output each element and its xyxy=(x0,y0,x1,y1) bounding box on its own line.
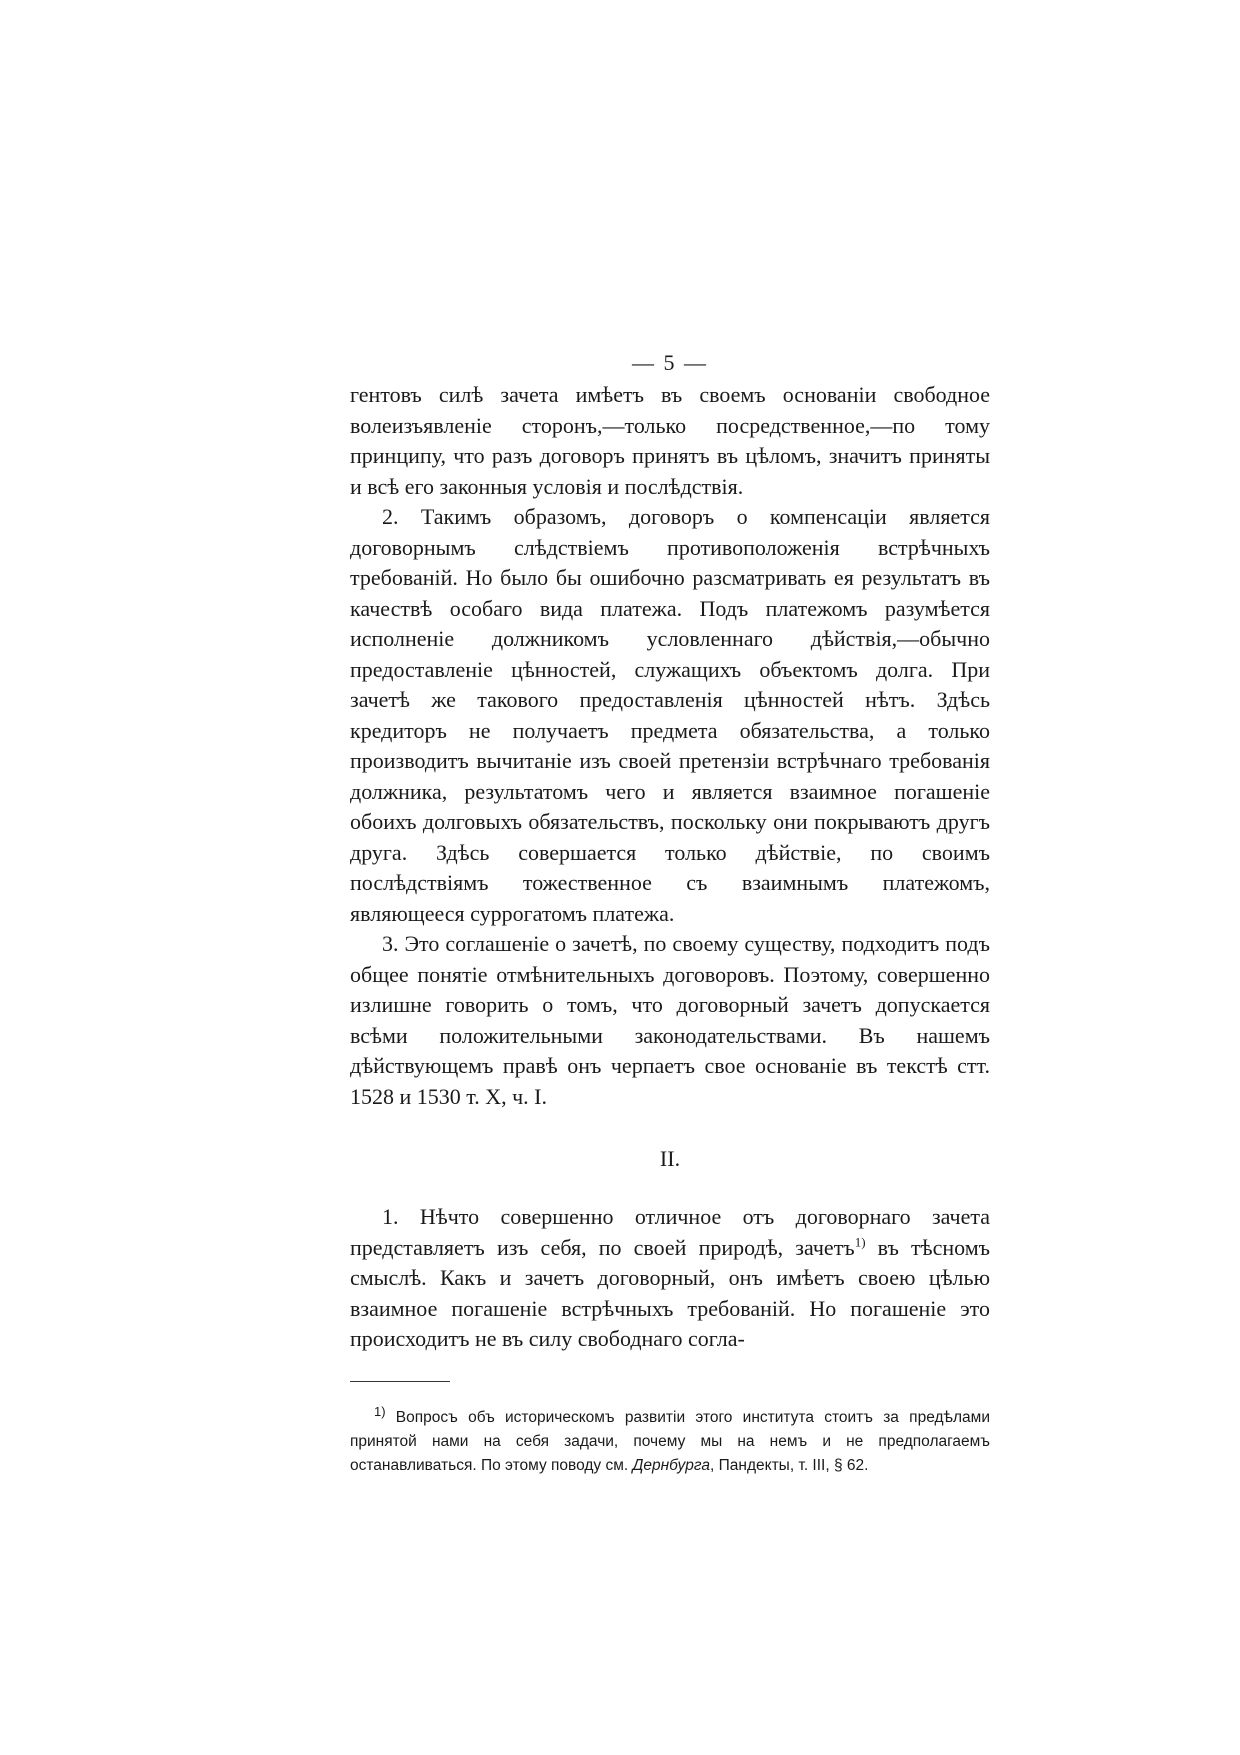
paragraph-2: 2. Такимъ образомъ, договоръ о компенсаціи является договорнымъ слѣдствіемъ противоположенія встрѣчныхъ требованій. Но было бы ошибочно разсматривать ея результатъ въ качествѣ особаго вида платежа. Подъ платежомъ разумѣется исполненіе должникомъ условленнаго дѣйствія,—обычно предоставленіе цѣнностей, служащихъ объектомъ долга. При зачетѣ же такового предоставленія цѣнностей нѣтъ. Здѣсь кредиторъ не получаетъ предмета обязательства, а только производитъ вычитаніе изъ своей претензіи встрѣчнаго требованія должника, результатомъ чего и является взаимное погашеніе обоихъ долговыхъ обязательствъ, поскольку они покрываютъ другъ друга. Здѣсь совершается только дѣйствіе, по своимъ послѣдствіямъ тожественное съ взаимнымъ платежомъ, являющееся суррогатомъ платежа. xyxy=(350,504,990,926)
footnote xyxy=(350,1403,990,1478)
section-text-before-note: 1. Нѣчто совершенно отличное отъ договорнаго зачета представляетъ изъ себя, по своей природѣ, зачетъ xyxy=(350,1204,990,1260)
page-number: — 5 — xyxy=(632,350,708,375)
footnote-reference: 1) xyxy=(854,1234,866,1250)
paragraph-3: 3. Это соглашеніе о зачетѣ, по своему существу, подходитъ подъ общее понятіе отмѣнительныхъ договоровъ. Поэтому, совершенно излишне говорить о томъ, что договорный зачетъ допускается всѣми положительными законодательствами. Въ нашемъ дѣйствующемъ правѣ онъ черпаетъ свое основаніе въ текстѣ стт. 1528 и 1530 т. X, ч. I. xyxy=(350,931,990,1109)
section-paragraph-1 xyxy=(350,1202,990,1355)
footnote-text-before: Вопросъ объ историческомъ развитіи этого института стоитъ за предѣлами принятой нами на себя задачи, почему мы на немъ и не предполагаемъ останавливаться. По этому поводу см. xyxy=(350,1408,990,1474)
footnote-marker: 1) xyxy=(374,1403,386,1419)
document-page xyxy=(350,350,990,1478)
body-text xyxy=(350,380,990,1355)
footnote-text-after: , Пандекты, т. III, § 62. xyxy=(710,1456,869,1474)
footnote-divider xyxy=(350,1381,450,1382)
paragraph-continued: гентовъ силѣ зачета имѣетъ въ своемъ основаніи свободное волеизъявленіе сторонъ,—только посредственное,—по тому принципу, что разъ договоръ принятъ въ цѣломъ, значитъ приняты и всѣ его законныя условія и послѣдствія. xyxy=(350,382,990,499)
section-heading: II. xyxy=(659,1146,681,1171)
footnote-author: Дернбурга xyxy=(632,1456,711,1474)
section-text-after-note: въ тѣсномъ смыслѣ. Какъ и зачетъ договорный, онъ имѣетъ своею цѣлью взаимное погашеніе встрѣчныхъ требованій. Но погашеніе это происходитъ не въ силу свободнаго согла- xyxy=(350,1234,990,1351)
